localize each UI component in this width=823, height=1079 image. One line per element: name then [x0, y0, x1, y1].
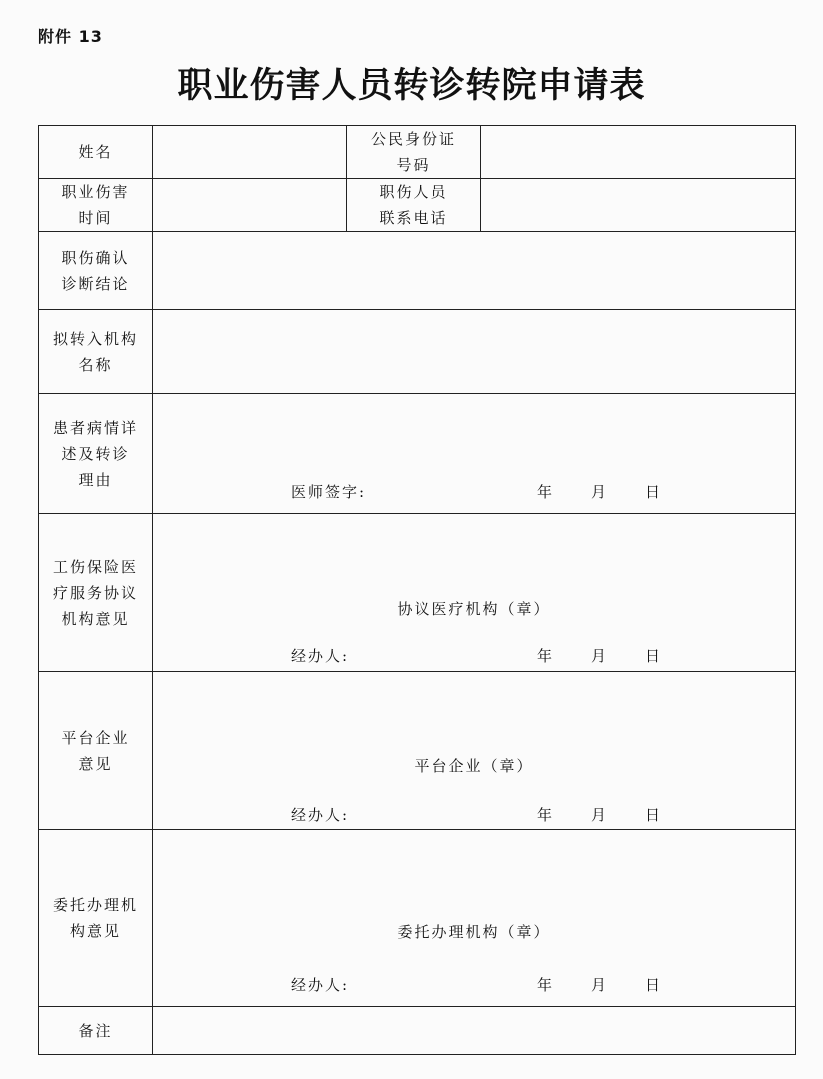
year-label: 年: [537, 483, 555, 501]
day-label: 日: [645, 647, 663, 665]
insurance-label-line2: 疗服务协议: [52, 583, 138, 602]
day-label: 日: [645, 976, 663, 994]
diagnosis-label-line2: 诊断结论: [61, 274, 130, 293]
row-diagnosis: [39, 232, 796, 310]
id-label-line1: 公民身份证: [370, 130, 456, 148]
condition-label-line1: 患者病情详: [52, 418, 138, 437]
row-name-id: [39, 126, 796, 179]
platform-handler-line: [291, 804, 785, 825]
contact-phone-field[interactable]: [481, 179, 796, 232]
target-inst-label-cell: [39, 310, 153, 394]
handler-label: 经办人:: [291, 806, 350, 824]
platform-seal-label: 平台企业（章）: [414, 757, 534, 775]
diagnosis-field[interactable]: [153, 232, 796, 310]
insurance-label-line3: 机构意见: [61, 609, 130, 628]
condition-field[interactable]: [153, 394, 796, 514]
injury-time-field[interactable]: [153, 179, 347, 232]
remarks-field[interactable]: [153, 1007, 796, 1055]
agency-handler-line: [291, 974, 785, 995]
row-agency-opinion: [39, 830, 796, 1007]
form-title: 职业伤害人员转诊转院申请表: [177, 65, 646, 106]
agency-opinion-field[interactable]: [153, 830, 796, 1007]
agency-label-cell: [39, 830, 153, 1007]
row-target-institution: [39, 310, 796, 394]
day-label: 日: [645, 806, 663, 824]
target-inst-label-line1: 拟转入机构: [52, 329, 138, 348]
diagnosis-label-line1: 职伤确认: [61, 248, 130, 267]
remarks-label: 备注: [78, 1021, 113, 1040]
insurance-seal-label: 协议医疗机构（章）: [397, 600, 551, 618]
row-remarks: [39, 1007, 796, 1055]
agency-label-line2: 构意见: [69, 922, 121, 940]
remarks-label-cell: [39, 1007, 153, 1055]
row-time-contact: [39, 179, 796, 232]
day-label: 日: [645, 483, 663, 501]
id-number-field[interactable]: [481, 126, 796, 179]
handler-label: 经办人:: [291, 647, 350, 665]
platform-opinion-field[interactable]: [153, 672, 796, 830]
month-label: 月: [591, 806, 609, 824]
injury-time-label-cell: [39, 179, 153, 232]
name-field[interactable]: [153, 126, 347, 179]
contact-label-cell: [347, 179, 481, 232]
insurance-label-line1: 工伤保险医: [52, 557, 138, 576]
condition-label-line3: 理由: [78, 470, 113, 489]
insurance-handler-line: [291, 645, 785, 666]
month-label: 月: [591, 647, 609, 665]
year-label: 年: [537, 806, 555, 824]
injury-time-label-line2: 时间: [78, 209, 113, 227]
month-label: 月: [591, 483, 609, 501]
doctor-signature-label: 医师签字:: [291, 483, 367, 501]
handler-label: 经办人:: [291, 976, 350, 994]
injury-time-label-line1: 职业伤害: [61, 183, 130, 201]
year-label: 年: [537, 647, 555, 665]
name-label-cell: [39, 126, 153, 179]
attachment-number: 附件 13: [38, 27, 103, 46]
target-inst-label-line2: 名称: [78, 355, 113, 374]
month-label: 月: [591, 976, 609, 994]
insurance-label-cell: [39, 514, 153, 672]
row-platform-opinion: [39, 672, 796, 830]
id-label-cell: [347, 126, 481, 179]
row-insurance-opinion: [39, 514, 796, 672]
name-label: 姓名: [78, 143, 113, 161]
contact-label-line1: 职伤人员: [379, 183, 448, 201]
application-form-table: [38, 125, 796, 1055]
contact-label-line2: 联系电话: [379, 209, 448, 227]
condition-label-line2: 述及转诊: [61, 444, 130, 463]
condition-label-cell: [39, 394, 153, 514]
doctor-signature-line: [291, 481, 785, 502]
id-label-line2: 号码: [396, 156, 431, 174]
insurance-opinion-field[interactable]: [153, 514, 796, 672]
platform-label-cell: [39, 672, 153, 830]
agency-seal-label: 委托办理机构（章）: [397, 923, 551, 941]
platform-label-line2: 意见: [78, 754, 113, 773]
platform-label-line1: 平台企业: [61, 728, 130, 747]
row-condition: [39, 394, 796, 514]
target-institution-field[interactable]: [153, 310, 796, 394]
agency-label-line1: 委托办理机: [52, 896, 138, 914]
diagnosis-label-cell: [39, 232, 153, 310]
year-label: 年: [537, 976, 555, 994]
